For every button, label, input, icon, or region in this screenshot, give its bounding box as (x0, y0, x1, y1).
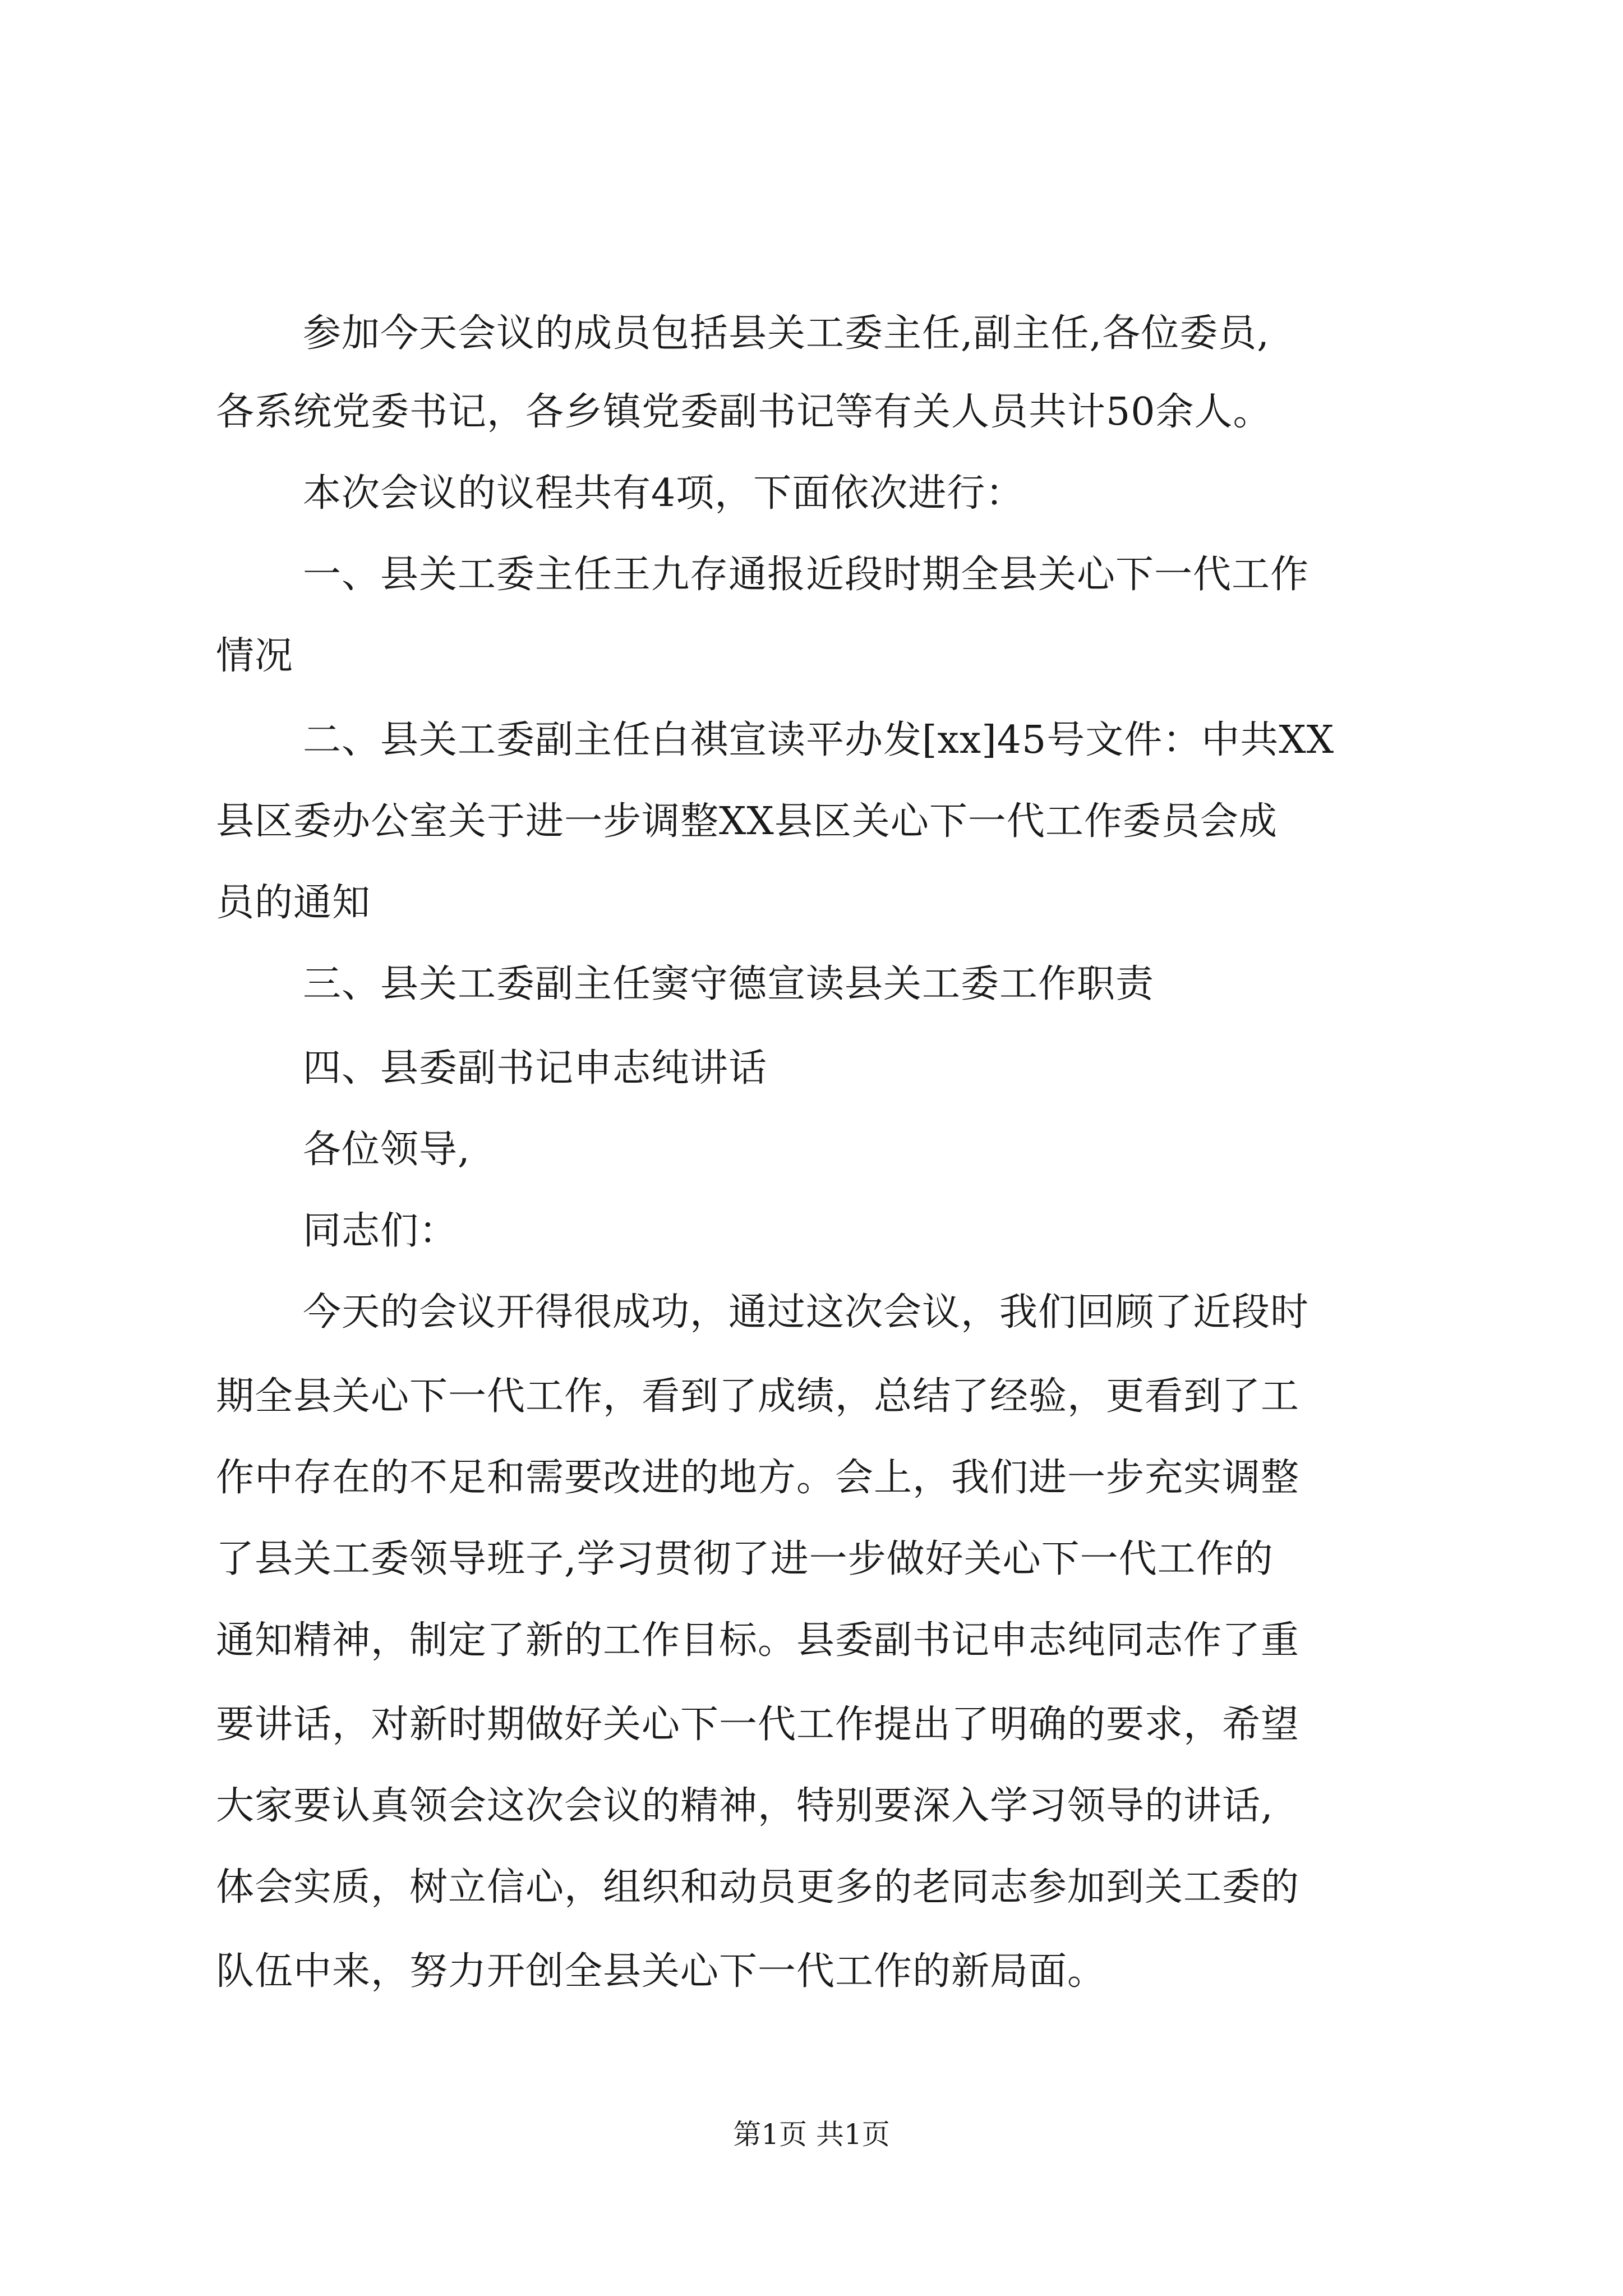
text-line: 参加今天会议的成员包括县关工委主任,副主任,各位委员, (303, 311, 1270, 356)
text-line: 通知精神，制定了新的工作目标。县委副书记申志纯同志作了重 (216, 1618, 1300, 1663)
text-line: 大家要认真领会这次会议的精神，特别要深入学习领导的讲话, (216, 1784, 1274, 1828)
text-line: 要讲话，对新时期做好关心下一代工作提出了明确的要求，希望 (216, 1703, 1300, 1747)
text-line: 作中存在的不足和需要改进的地方。会上，我们进一步充实调整 (216, 1456, 1300, 1500)
text-line: 一、县关工委主任王九存通报近段时期全县关心下一代工作 (303, 553, 1310, 597)
text-line: 同志们： (303, 1209, 458, 1253)
text-line: 本次会议的议程共有4项，下面依次进行： (303, 471, 1025, 516)
text-line: 了县关工委领导班子,学习贯彻了进一步做好关心下一代工作的 (216, 1537, 1274, 1581)
text-line: 三、县关工委副主任窦守德宣读县关工委工作职责 (303, 962, 1155, 1006)
text-line: 四、县委副书记申志纯讲话 (303, 1046, 768, 1091)
text-line: 今天的会议开得很成功，通过这次会议，我们回顾了近段时 (303, 1290, 1310, 1335)
text-line: 员的通知 (216, 881, 371, 925)
text-line: 各位领导, (303, 1128, 471, 1172)
text-line: 队伍中来，努力开创全县关心下一代工作的新局面。 (216, 1949, 1106, 1994)
text-line: 二、县关工委副主任白祺宣读平办发[xx]45号文件：中共XX (303, 718, 1335, 762)
text-line: 各系统党委书记，各乡镇党委副书记等有关人员共计50余人。 (216, 390, 1272, 434)
text-line: 体会实质，树立信心，组织和动员更多的老同志参加到关工委的 (216, 1865, 1300, 1910)
text-line: 情况 (216, 634, 294, 678)
page-footer: 第1页 共1页 (733, 2118, 890, 2151)
text-line: 县区委办公室关于进一步调整XX县区关心下一代工作委员会成 (216, 799, 1278, 844)
text-line: 期全县关心下一代工作，看到了成绩，总结了经验，更看到了工 (216, 1374, 1300, 1419)
